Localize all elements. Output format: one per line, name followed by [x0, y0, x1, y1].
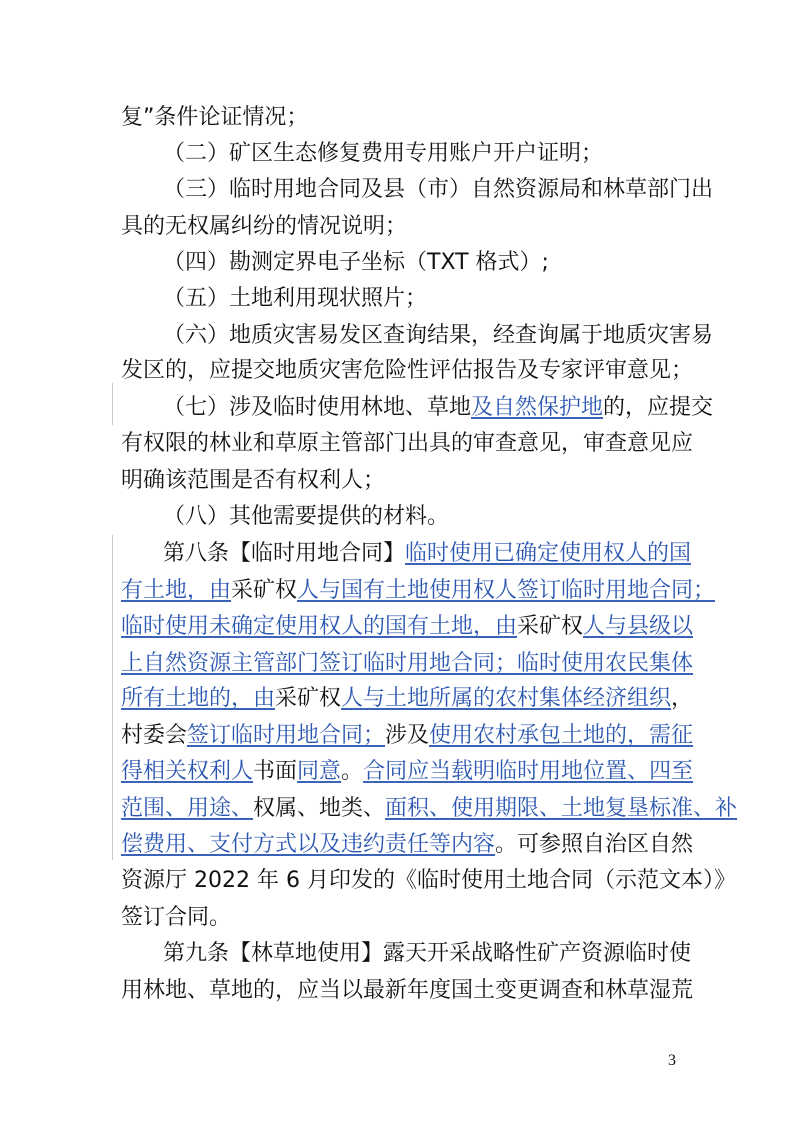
tracked-change-text: 及自然保护地 — [471, 395, 604, 420]
text-line — [121, 939, 692, 969]
text-line — [121, 284, 680, 314]
text-line — [121, 175, 714, 205]
text-line — [121, 248, 680, 278]
body-text: 发区的，应提交地质灾害危险性评估报告及专家评审意见； — [121, 358, 694, 383]
text-line — [121, 103, 680, 133]
body-text: （四）勘测定界电子坐标（TXT 格式）; — [163, 250, 549, 275]
text-line — [121, 502, 680, 532]
body-text: 村委会 — [121, 723, 188, 748]
body-text: 具的无权属纠纷的情况说明； — [121, 214, 408, 239]
text-line — [121, 576, 716, 606]
body-text: 涉及 — [385, 723, 430, 748]
text-line — [121, 866, 736, 896]
body-text: （三）临时用地合同及县（市）自然资源局和林草部门出 — [163, 177, 714, 202]
text-line — [121, 794, 738, 824]
tracked-change-text: 临时使用未确定使用权人的国有土地，由 — [121, 614, 518, 639]
body-text: （七）涉及临时使用林地、草地 — [163, 395, 472, 420]
tracked-change-text: 同意 — [297, 759, 342, 784]
text-line — [121, 356, 694, 386]
text-line — [121, 830, 694, 860]
tracked-change-text: 合同应当载明临时用地位置、四至 — [363, 759, 694, 784]
text-line — [121, 321, 714, 351]
text-line — [121, 903, 680, 933]
tracked-change-text: 上自然资源主管部门签订临时用地合同；临时使用农民集体 — [121, 651, 694, 676]
tracked-change-text: 人与土地所属的农村集体经济组织 — [341, 686, 672, 711]
body-text: 书面 — [253, 759, 298, 784]
tracked-change-text: 面积、使用期限、土地复垦标准、补 — [385, 796, 738, 821]
body-text: 采矿权 — [275, 686, 342, 711]
body-text: 明确该范围是否有权利人； — [121, 468, 386, 493]
tracked-change-text: 人与县级以 — [583, 614, 694, 639]
body-text: 。 — [341, 759, 364, 784]
body-text: （五）土地利用现状照片； — [163, 286, 428, 311]
tracked-change-text: 人与国有土地使用权人签订临时用地合同； — [297, 578, 716, 603]
body-text: 第八条【临时用地合同】 — [163, 541, 406, 566]
body-text: 。可参照自治区自然 — [495, 832, 694, 857]
text-line — [121, 212, 680, 242]
tracked-change-text: 得相关权利人 — [121, 759, 254, 784]
body-text: 采矿权 — [517, 614, 584, 639]
body-text: 第九条【林草地使用】露天开采战略性矿产资源临时使 — [163, 941, 692, 966]
body-text: 复”条件论证情况； — [121, 105, 309, 130]
text-line — [121, 976, 694, 1006]
text-line — [121, 393, 714, 423]
text-line — [121, 684, 694, 714]
text-line — [121, 466, 680, 496]
body-text: 签订合同。 — [121, 905, 232, 930]
body-text: 的，应提交 — [603, 395, 714, 420]
text-line — [121, 612, 694, 642]
tracked-change-text: 所有土地的，由 — [121, 686, 276, 711]
tracked-change-text: 临时使用已确定使用权人的国 — [405, 541, 692, 566]
tracked-change-text: 偿费用、支付方式以及违约责任等内容 — [121, 832, 496, 857]
body-text: （六）地质灾害易发区查询结果，经查询属于地质灾害易 — [163, 323, 714, 348]
text-line — [121, 649, 694, 679]
text-line — [121, 539, 692, 569]
body-text: （二）矿区生态修复费用专用账户开户证明； — [163, 141, 604, 166]
page-number: 3 — [668, 1052, 676, 1069]
body-text: 有权限的林业和草原主管部门出具的审查意见，审查意见应 — [121, 431, 694, 456]
tracked-change-text: 有土地，由 — [121, 578, 232, 603]
body-text: 权属、地类、 — [253, 796, 386, 821]
body-text: ， — [671, 686, 694, 711]
change-bar — [112, 535, 113, 860]
text-line — [121, 139, 680, 169]
body-text: 用林地、草地的，应当以最新年度国土变更调查和林草湿荒 — [121, 978, 694, 1003]
tracked-change-text: 范围、用途、 — [121, 796, 254, 821]
body-text: （八）其他需要提供的材料。 — [163, 504, 450, 529]
text-line — [121, 757, 694, 787]
text-line — [121, 429, 694, 459]
body-text: 采矿权 — [231, 578, 298, 603]
text-line — [121, 721, 694, 751]
tracked-change-text: 使用农村承包土地的，需征 — [429, 723, 694, 748]
change-bar — [112, 383, 113, 425]
tracked-change-text: 签订临时用地合同； — [187, 723, 386, 748]
body-text: 资源厅 2022 年 6 月印发的《临时使用土地合同（示范文本）》 — [121, 868, 736, 893]
